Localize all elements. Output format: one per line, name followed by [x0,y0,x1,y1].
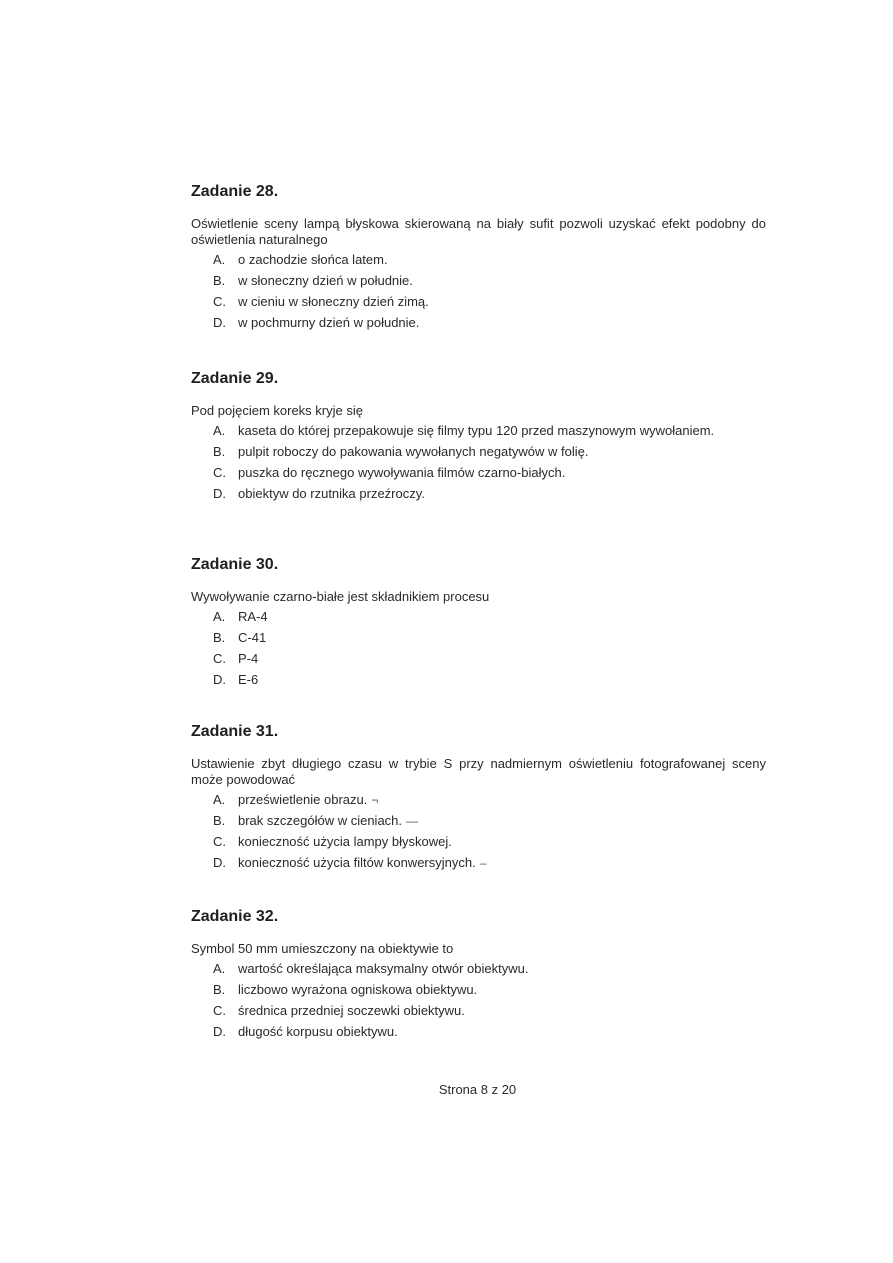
answer-letter: A. [213,961,226,976]
answer-option-a [191,423,766,439]
answer-option-b [191,813,766,829]
answer-text: E-6 [238,672,259,687]
answer-text: RA-4 [238,609,268,624]
answer-letter: C. [213,1003,226,1018]
task-question: Oświetlenie sceny lampą błyskowa skierowaną na biały sufit pozwoli uzyskać efekt podobny do oświetlenia naturalnego [191,216,766,247]
answer-option-a [191,252,766,268]
answer-text: długość korpusu obiektywu. [238,1024,398,1039]
task-31 [191,723,766,876]
task-title: Zadanie 29. [191,370,279,387]
task-30 [191,556,766,693]
answer-letter: D. [213,672,226,687]
answer-option-c [191,834,766,850]
answer-list [191,423,766,502]
answer-option-b [191,273,766,289]
answer-text: w pochmurny dzień w południe. [238,315,420,330]
answer-option-b [191,630,766,646]
answer-option-a [191,609,766,625]
answer-letter: B. [213,813,226,828]
answer-text: konieczność użycia lampy błyskowej. [238,834,452,849]
answer-option-d [191,672,766,688]
answer-option-c [191,1003,766,1019]
answer-letter: B. [213,444,226,459]
answer-option-d [191,315,766,331]
answer-letter: D. [213,855,226,870]
answer-option-c [191,651,766,667]
answer-option-d [191,486,766,502]
answer-text: liczbowo wyrażona ogniskowa obiektywu. [238,982,478,997]
answer-letter: C. [213,651,226,666]
answer-letter: C. [213,834,226,849]
task-32 [191,908,766,1045]
answer-text: średnica przedniej soczewki obiektywu. [238,1003,465,1018]
task-question: Wywoływanie czarno-białe jest składnikiem procesu [191,589,490,604]
answer-option-d [191,855,766,871]
answer-text: obiektyw do rzutnika przeźroczy. [238,486,425,501]
task-title: Zadanie 30. [191,556,279,573]
answer-letter: B. [213,982,226,997]
answer-letter: D. [213,315,226,330]
task-29 [191,370,766,507]
page-footer [0,1082,893,1098]
handwritten-mark: — [406,814,419,828]
answer-text: wartość określająca maksymalny otwór obiektywu. [238,961,529,976]
answer-text: o zachodzie słońca latem. [238,252,388,267]
answer-letter: C. [213,465,226,480]
answer-text: prześwietlenie obrazu. [238,792,368,807]
answer-letter: A. [213,423,226,438]
handwritten-mark: ¬ [371,793,379,807]
answer-text: konieczność użycia filtów konwersyjnych. [238,855,476,870]
answer-list [191,609,766,688]
answer-option-c [191,465,766,481]
answer-letter: A. [213,609,226,624]
answer-letter: B. [213,630,226,645]
answer-list [191,961,766,1040]
answer-letter: A. [213,252,226,267]
answer-option-d [191,1024,766,1040]
answer-list [191,252,766,331]
answer-letter: B. [213,273,226,288]
answer-option-a [191,792,766,808]
answer-text: P-4 [238,651,259,666]
task-question: Pod pojęciem koreks kryje się [191,403,363,418]
handwritten-mark: – [479,856,487,870]
answer-option-b [191,444,766,460]
answer-text: w cieniu w słoneczny dzień zimą. [238,294,429,309]
answer-text: pulpit roboczy do pakowania wywołanych negatywów w folię. [238,444,589,459]
task-title: Zadanie 32. [191,908,279,925]
task-question: Symbol 50 mm umieszczony na obiektywie to [191,941,454,956]
task-question: Ustawienie zbyt długiego czasu w trybie S przy nadmiernym oświetleniu fotografowanej sceny może powodować [191,756,766,787]
answer-option-a [191,961,766,977]
answer-text: brak szczegółów w cieniach. [238,813,403,828]
task-28 [191,183,766,336]
answer-option-c [191,294,766,310]
answer-text: kaseta do której przepakowuje się filmy typu 120 przed maszynowym wywołaniem. [238,423,715,438]
answer-text: C-41 [238,630,267,645]
answer-letter: C. [213,294,226,309]
answer-text: w słoneczny dzień w południe. [238,273,413,288]
answer-letter: D. [213,486,226,501]
answer-text: puszka do ręcznego wywoływania filmów czarno-białych. [238,465,566,480]
task-title: Zadanie 31. [191,723,279,740]
answer-letter: A. [213,792,226,807]
answer-letter: D. [213,1024,226,1039]
task-title: Zadanie 28. [191,183,279,200]
answer-list [191,792,766,871]
answer-option-b [191,982,766,998]
page-number: Strona 8 z 20 [438,1082,517,1097]
